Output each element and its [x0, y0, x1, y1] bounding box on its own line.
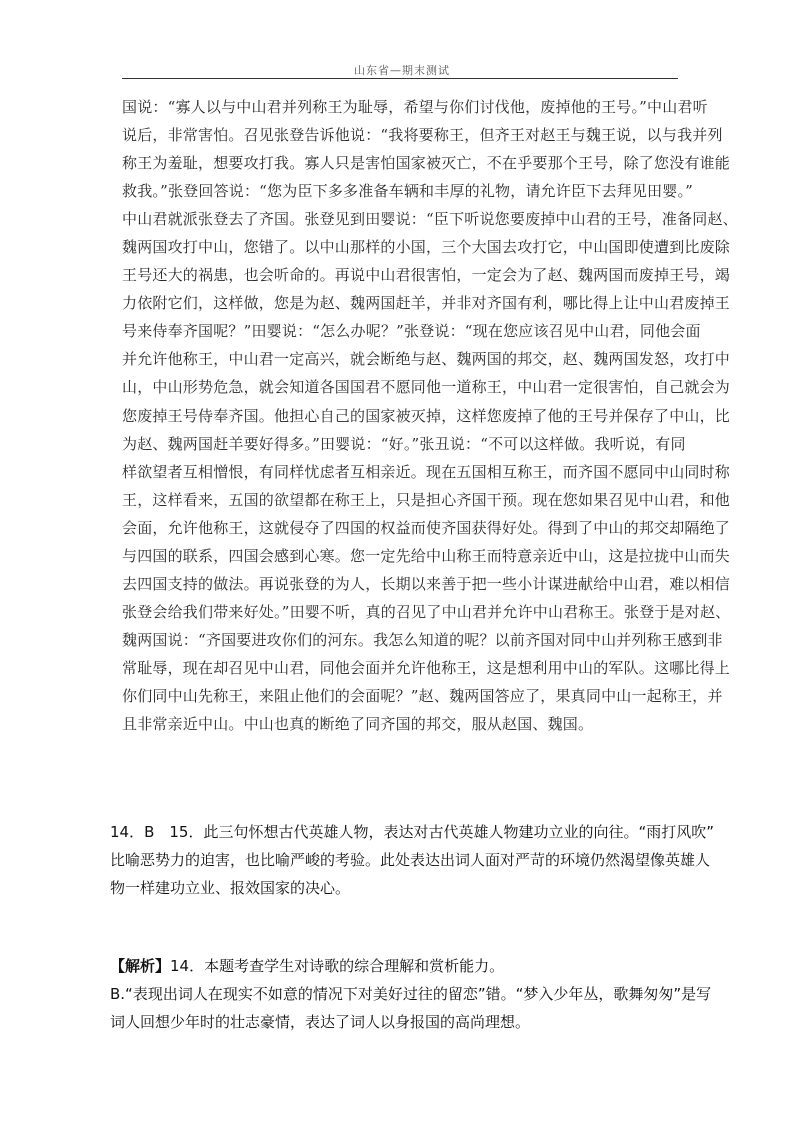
analysis-line [110, 952, 700, 980]
passage-line: 且非常亲近中山。中山也真的断绝了同齐国的邦交，服从赵国、魏国。 [122, 715, 594, 734]
analysis-section [110, 952, 712, 1036]
analysis-text: 14．本题考查学生对诗歌的综合理解和赏析能力。 [170, 957, 505, 975]
passage-line: 国说：“寡人以与中山君并列称王为耻辱，希望与你们讨伐他，废掉他的王号。”中山君听 [122, 98, 708, 116]
page-header [122, 62, 678, 80]
passage-line: 山，中山形势危急，就会知道各国国君不愿同他一道称王，中山君一定很害怕，自己就会为 [122, 378, 731, 397]
answer-line: 比喻恶势力的迫害，也比喻严峻的考验。此处表达出词人面对严苛的环境仍然渴望像英雄人 [110, 851, 711, 869]
answer-line: 物一样建功立业、报效国家的决心。 [110, 879, 351, 897]
passage-line: 称王为羞耻，想要攻打我。寡人只是害怕国家被灭亡，不在乎要那个王号，除了您没有谁能 [122, 154, 731, 173]
passage-line: 魏两国说：“齐国要进攻你们的河东。我怎么知道的呢？以前齐国对同中山并列称王感到非 [122, 630, 723, 649]
passage-line: 救我。”张登回答说：“您为臣下多多准备车辆和丰厚的礼物，请允许臣下去拜见田婴。” [122, 182, 694, 201]
analysis-line: B.“表现出词人在现实不如意的情况下对美好过往的留恋”错。“梦入少年丛，歌舞匆匆”是写 [110, 985, 712, 1003]
passage-line: 力依附它们，这样做，您是为赵、魏两国赶羊，并非对齐国有利，哪比得上让中山君废掉王 [122, 294, 731, 313]
answer-section [110, 818, 715, 902]
passage-line: 说后，非常害怕。召见张登告诉他说：“我将要称王，但齐王对赵王与魏王说，以与我并列 [122, 126, 723, 145]
passage-line: 并允许他称王，中山君一定高兴，就会断绝与赵、魏两国的邦交，赵、魏两国发怒，攻打中 [122, 350, 731, 369]
passage-line: 魏两国攻打中山，您错了。以中山那样的小国，三个大国去攻打它，中山国即使遭到比废除 [122, 238, 731, 257]
passage-line: 与四国的联系，四国会感到心寒。您一定先给中山称王而特意亲近中山，这是拉拢中山而失 [122, 546, 731, 565]
header-text: 山东省—期末测试 [354, 64, 450, 77]
passage-line: 你们同中山先称王，来阻止他们的会面呢？”赵、魏两国答应了，果真同中山一起称王，并 [122, 686, 723, 705]
passage-line: 张登会给我们带来好处。”田婴不听，真的召见了中山君并允许中山君称王。张登于是对赵、 [122, 602, 731, 621]
passage-line: 会面，允许他称王，这就侵夺了四国的权益而使齐国获得好处。得到了中山的邦交却隔绝了 [122, 518, 731, 537]
passage-line: 王，这样看来，五国的欲望都在称王上，只是担心齐国干预。现在您如果召见中山君，和他 [122, 490, 731, 509]
passage-line: 去四国支持的做法。再说张登的为人，长期以来善于把一些小计谋进献给中山君，难以相信 [122, 574, 731, 593]
analysis-line: 词人回想少年时的壮志豪情，表达了词人以身报国的高尚理想。 [110, 1013, 531, 1031]
passage-line: 号来侍奉齐国呢？”田婴说：“怎么办呢？”张登说：“现在您应该召见中山君，同他会面 [122, 322, 701, 341]
translation-passage [122, 93, 738, 738]
answer-line: 14．B 15．此三句怀想古代英雄人物，表达对古代英雄人物建功立业的向往。“雨打风吹” [110, 823, 715, 841]
passage-line: 中山君就派张登去了齐国。张登见到田婴说：“臣下听说您要废掉中山君的王号，准备同赵、 [122, 210, 738, 229]
analysis-label: 【解析】 [110, 957, 171, 975]
header-divider [122, 78, 678, 79]
passage-line: 王号还大的祸患，也会听命的。再说中山君很害怕，一定会为了赵、魏两国而废掉王号，竭 [122, 266, 731, 285]
passage-line: 您废掉王号侍奉齐国。他担心自己的国家被灭掉，这样您废掉了他的王号并保存了中山，比 [122, 406, 731, 425]
passage-line: 样欲望者互相憎恨，有同样忧虑者互相亲近。现在五国相互称王，而齐国不愿同中山同时称 [122, 462, 731, 481]
passage-line: 为赵、魏两国赶羊要好得多。”田婴说：“好。”张丑说：“不可以这样做。我听说，有同 [122, 434, 686, 453]
passage-line: 常耻辱，现在却召见中山君，同他会面并允许他称王，这是想利用中山的军队。这哪比得上 [122, 658, 731, 677]
